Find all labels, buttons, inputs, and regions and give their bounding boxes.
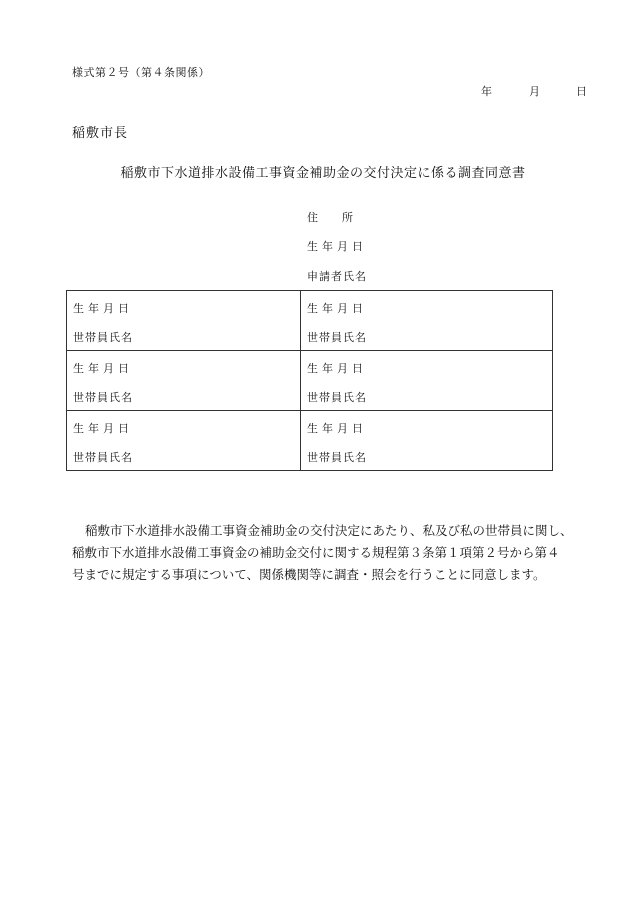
member-birthdate-label: 生年月日	[307, 362, 367, 375]
consent-statement	[72, 520, 600, 586]
form-number: 様式第２号（第４条関係）	[72, 66, 210, 79]
member-cell	[67, 351, 301, 411]
consent-line: 稲敷市下水道排水設備工事資金補助金の交付決定にあたり、私及び私の世帯員に関し、	[85, 523, 573, 538]
member-name-label: 世帯員氏名	[307, 451, 367, 464]
household-members-table	[66, 290, 553, 471]
applicant-birthdate-label: 生年月日	[307, 240, 367, 253]
date-month-label: 月	[529, 85, 540, 98]
consent-line: 稲敷市下水道排水設備工事資金の補助金交付に関する規程第３条第１項第２号から第４	[72, 545, 560, 560]
member-cell	[67, 291, 301, 351]
consent-line: 号までに規定する事項について、関係機関等に調査・照会を行うことに同意します。	[72, 567, 546, 582]
member-cell	[301, 411, 552, 470]
member-name-label: 世帯員氏名	[307, 391, 367, 404]
member-birthdate-label: 生年月日	[307, 422, 367, 435]
member-cell	[301, 291, 552, 351]
member-birthdate-label: 生年月日	[73, 302, 133, 315]
member-name-label: 世帯員氏名	[73, 451, 133, 464]
date-year-label: 年	[481, 85, 492, 98]
member-birthdate-label: 生年月日	[73, 422, 133, 435]
date-day-label: 日	[576, 85, 587, 98]
member-birthdate-label: 生年月日	[73, 362, 133, 375]
member-cell	[301, 351, 552, 411]
applicant-address-label: 住所	[307, 211, 377, 224]
member-birthdate-label: 生年月日	[307, 302, 367, 315]
member-name-label: 世帯員氏名	[73, 331, 133, 344]
document-title: 稲敷市下水道排水設備工事資金補助金の交付決定に係る調査同意書	[120, 166, 526, 181]
applicant-name-label: 申請者氏名	[307, 270, 367, 283]
member-name-label: 世帯員氏名	[307, 331, 367, 344]
member-cell	[67, 411, 301, 470]
addressee: 稲敷市長	[72, 126, 129, 141]
member-name-label: 世帯員氏名	[73, 391, 133, 404]
